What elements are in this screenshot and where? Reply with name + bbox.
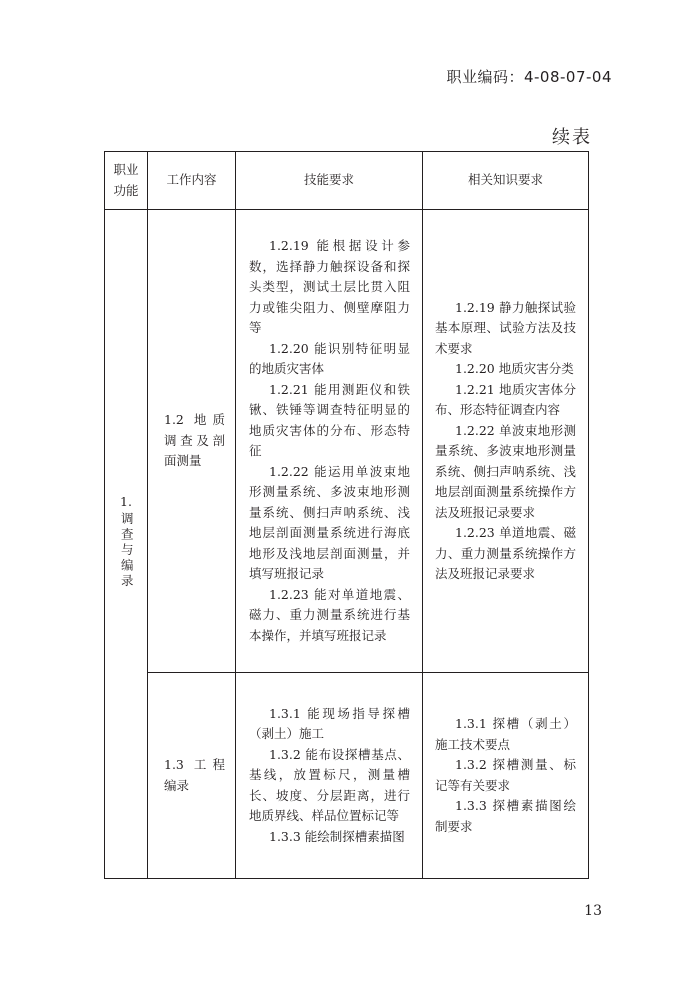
knowledge-item: 1.2.21 地质灾害体分布、形态特征调查内容 [435,381,576,417]
knowledge-item: 1.2.19 静力触探试验基本原理、试验方法及技术要求 [435,299,576,356]
function-name: 调查与编录 [119,512,135,590]
skill-item: 1.2.21 能用测距仪和铁锹、铁锤等调查特征明显的地质灾害体的分布、形态特征 [249,381,410,458]
skill-item: 1.3.2 能布设探槽基点、基线，放置标尺，测量槽长、坡度、分层距离，进行地质界线、样品位置标记等 [249,746,410,824]
function-cell [105,210,148,879]
occupation-code: 职业编码：4-08-07-04 [446,68,612,86]
table-row [105,210,589,673]
knowledge-item: 1.3.1 探槽（剥土）施工技术要点 [435,716,576,752]
skill-item: 1.2.20 能识别特征明显的地质灾害体 [249,340,410,376]
knowledge-item: 1.2.22 单波束地形测量系统、多波束地形测量系统、侧扫声呐系统、浅地层剖面测量系统操作方法及班报记录要求 [435,422,576,520]
header-skills: 技能要求 [236,152,423,210]
work-content-cell: 1.2 地质调查及剖面测量 [148,210,236,673]
header-knowledge: 相关知识要求 [423,152,589,210]
knowledge-item: 1.2.20 地质灾害分类 [455,361,574,376]
continued-label: 续表 [552,127,592,148]
knowledge-cell [423,210,589,673]
competency-table [104,151,589,879]
skill-item: 1.2.19 能根据设计参数，选择静力触探设备和探头类型，测试土层比贯入阻力或锥尖阻力、侧壁摩阻力等 [249,238,410,335]
knowledge-cell [423,673,589,879]
work-content-cell: 1.3 工程编录 [148,673,236,879]
header-function: 职业功能 [105,152,148,210]
knowledge-item: 1.3.2 探槽测量、标记等有关要求 [435,757,576,793]
skill-item: 1.2.23 能对单道地震、磁力、重力测量系统进行基本操作，并填写班报记录 [249,586,410,643]
skills-cell [236,673,423,879]
skill-item: 1.2.22 能运用单波束地形测量系统、多波束地形测量系统、侧扫声呐系统、浅地层剖面测量系统进行海底地形及浅地层剖面测量，并填写班报记录 [249,463,410,581]
skills-cell [236,210,423,673]
page-number: 13 [584,903,602,919]
knowledge-item: 1.3.3 探槽素描图绘制要求 [435,798,576,834]
skill-item: 1.3.1 能现场指导探槽（剥土）施工 [249,705,410,742]
header-work-content: 工作内容 [148,152,236,210]
skill-item: 1.3.3 能绘制探槽素描图 [269,828,405,844]
knowledge-item: 1.2.23 单道地震、磁力、重力测量系统操作方法及班报记录要求 [435,525,576,581]
table-row [105,673,589,879]
function-number: 1. [120,493,132,509]
table-header-row [105,152,589,210]
